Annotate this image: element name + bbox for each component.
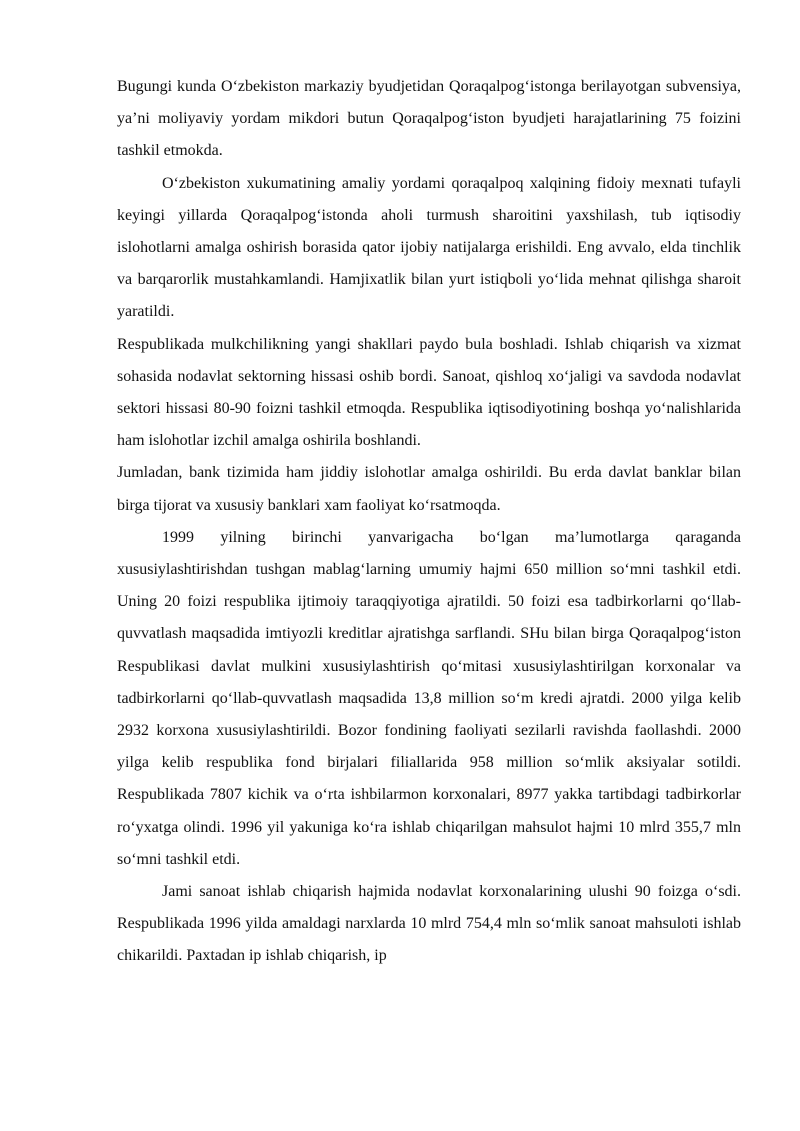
paragraph-4: Jumladan, bank tizimida ham jiddiy islohotlar amalga oshirildi. Bu erda davlat banklar bilan birga tijorat va xususiy banklari xam faoliyat ko‘rsatmoqda. [117, 464, 741, 514]
paragraph-5: 1999 yilning birinchi yanvarigacha bo‘lgan ma’lumotlarga qaraganda xususiylashtirishdan tushgan mablag‘larning umumiy hajmi 650 million so‘mni tashkil etdi. Uning 20 foizi respublika ijtimoiy taraqqiyotiga ajratildi. 50 foizi esa tadbirkorlarni qo‘llab-quvvatlash maqsadida imtiyozli kreditlar ajratishga sarflandi. SHu bilan birga Qoraqalpog‘iston Respublikasi davlat mulkini xususiylashtirish qo‘mitasi xususiylashtirilgan korxonalar va tadbirkorlarni qo‘llab-quvvatlash maqsadida 13,8 million so‘m kredi ajratdi. 2000 yilga kelib 2932 korxona xususiylashtirildi. Bozor fondining faoliyati sezilarli ravishda faollashdi. 2000 yilga kelib respublika fond birjalari filiallarida 958 million so‘mlik aksiyalar sotildi. Respublikada 7807 kichik va o‘rta ishbilarmon korxonalari, 8977 yakka tartibdagi tadbirkorlar ro‘yxatga olindi. 1996 yil yakuniga ko‘ra ishlab chiqarilgan mahsulot hajmi 10 mlrd 355,7 mln so‘mni tashkil etdi. [117, 528, 741, 868]
paragraph-3: Respublikada mulkchilikning yangi shakllari paydo bula boshladi. Ishlab chiqarish va xizmat sohasida nodavlat sektorning hissasi oshib bordi. Sanoat, qishloq xo‘jaligi va savdoda nodavlat sektori hissasi 80-90 foizni tashkil etmoqda. Respublika iqtisodiyotining boshqa yo‘nalishlarida ham islohotlar izchil amalga oshirila boshlandi. [117, 335, 741, 450]
paragraph-6: Jami sanoat ishlab chiqarish hajmida nodavlat korxonalarining ulushi 90 foizga o‘sdi. Respublikada 1996 yilda amaldagi narxlarda 10 mlrd 754,4 mln so‘mlik sanoat mahsuloti ishlab chikarildi. Paxtadan ip ishlab chiqarish, ip [117, 883, 741, 965]
paragraph-1: Bugungi kunda O‘zbekiston markaziy byudjetidan Qoraqalpog‘istonga berilayotgan subvensiya, ya’ni moliyaviy yordam mikdori butun Qoraqalpog‘iston byudjeti harajatlarining 75 foizini tashkil etmokda. [117, 78, 741, 160]
paragraph-2: O‘zbekiston xukumatining amaliy yordami qoraqalpoq xalqining fidoiy mexnati tufayli keyingi yillarda Qoraqalpog‘istonda aholi turmush sharoitini yaxshilash, tub iqtisodiy islohotlarni amalga oshirish borasida qator ijobiy natijalarga erishildi. Eng avvalo, elda tinchlik va barqarorlik mustahkamlandi. Hamjixatlik bilan yurt istiqboli yo‘lida mehnat qilishga sharoit yaratildi. [117, 174, 741, 321]
document-body [117, 71, 741, 973]
